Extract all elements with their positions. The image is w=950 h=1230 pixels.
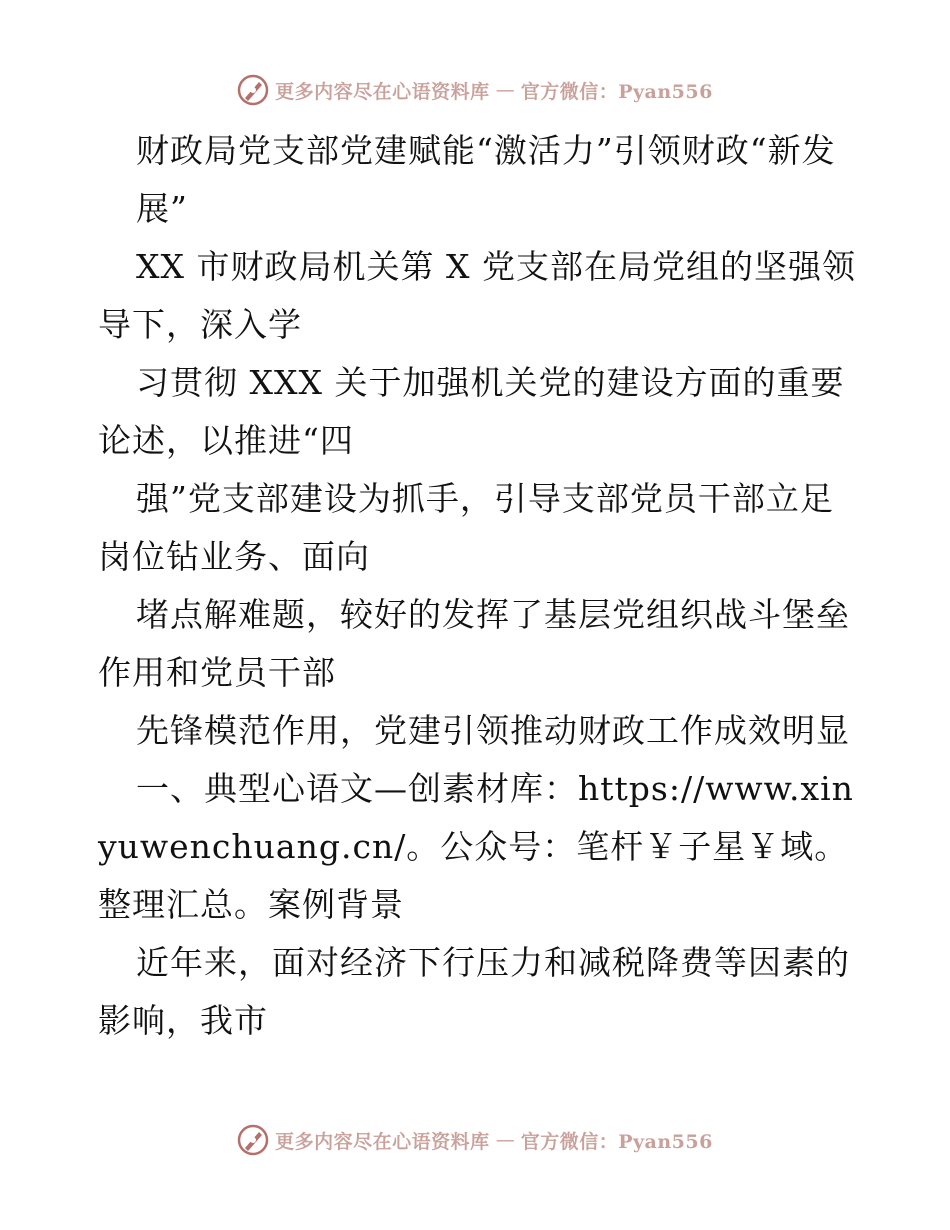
section-heading: 一、典型心语文—创素材库：https://www.xinyuwenchuang.cn/。公众号：笔杆￥子星￥域。整理汇总。案例背景 (98, 769, 854, 924)
watermark-contact: 官方微信：Pyan556 (520, 80, 713, 103)
paragraph: 近年来，面对经济下行压力和减税降费等因素的影响，我市 (98, 943, 850, 1040)
paragraph: 强”党支部建设为抓手，引导支部党员干部立足岗位钻业务、面向 (98, 479, 834, 576)
pen-logo-icon (237, 1124, 269, 1156)
watermark-footer (0, 1120, 950, 1160)
pen-logo-icon (237, 74, 269, 106)
document-title-line2: 展” (136, 189, 188, 228)
document-title-line1: 财政局党支部党建赋能“激活力”引领财政“新发 (136, 131, 836, 170)
paragraph: XX 市财政局机关第 X 党支部在局党组的坚强领导下，深入学 (98, 247, 856, 344)
paragraph: 习贯彻 XXX 关于加强机关党的建设方面的重要论述，以推进“四 (98, 363, 845, 460)
watermark-header (0, 70, 950, 110)
watermark-text: 更多内容尽在心语资料库 (275, 80, 490, 103)
document-body (98, 122, 858, 1050)
paragraph: 先锋模范作用，党建引领推动财政工作成效明显 (136, 711, 850, 750)
watermark-separator: — (495, 1129, 515, 1151)
watermark-contact: 官方微信：Pyan556 (520, 1130, 713, 1153)
paragraph: 堵点解难题，较好的发挥了基层党组织战斗堡垒作用和党员干部 (98, 595, 850, 692)
watermark-text: 更多内容尽在心语资料库 (275, 1130, 490, 1153)
watermark-separator: — (495, 79, 515, 101)
